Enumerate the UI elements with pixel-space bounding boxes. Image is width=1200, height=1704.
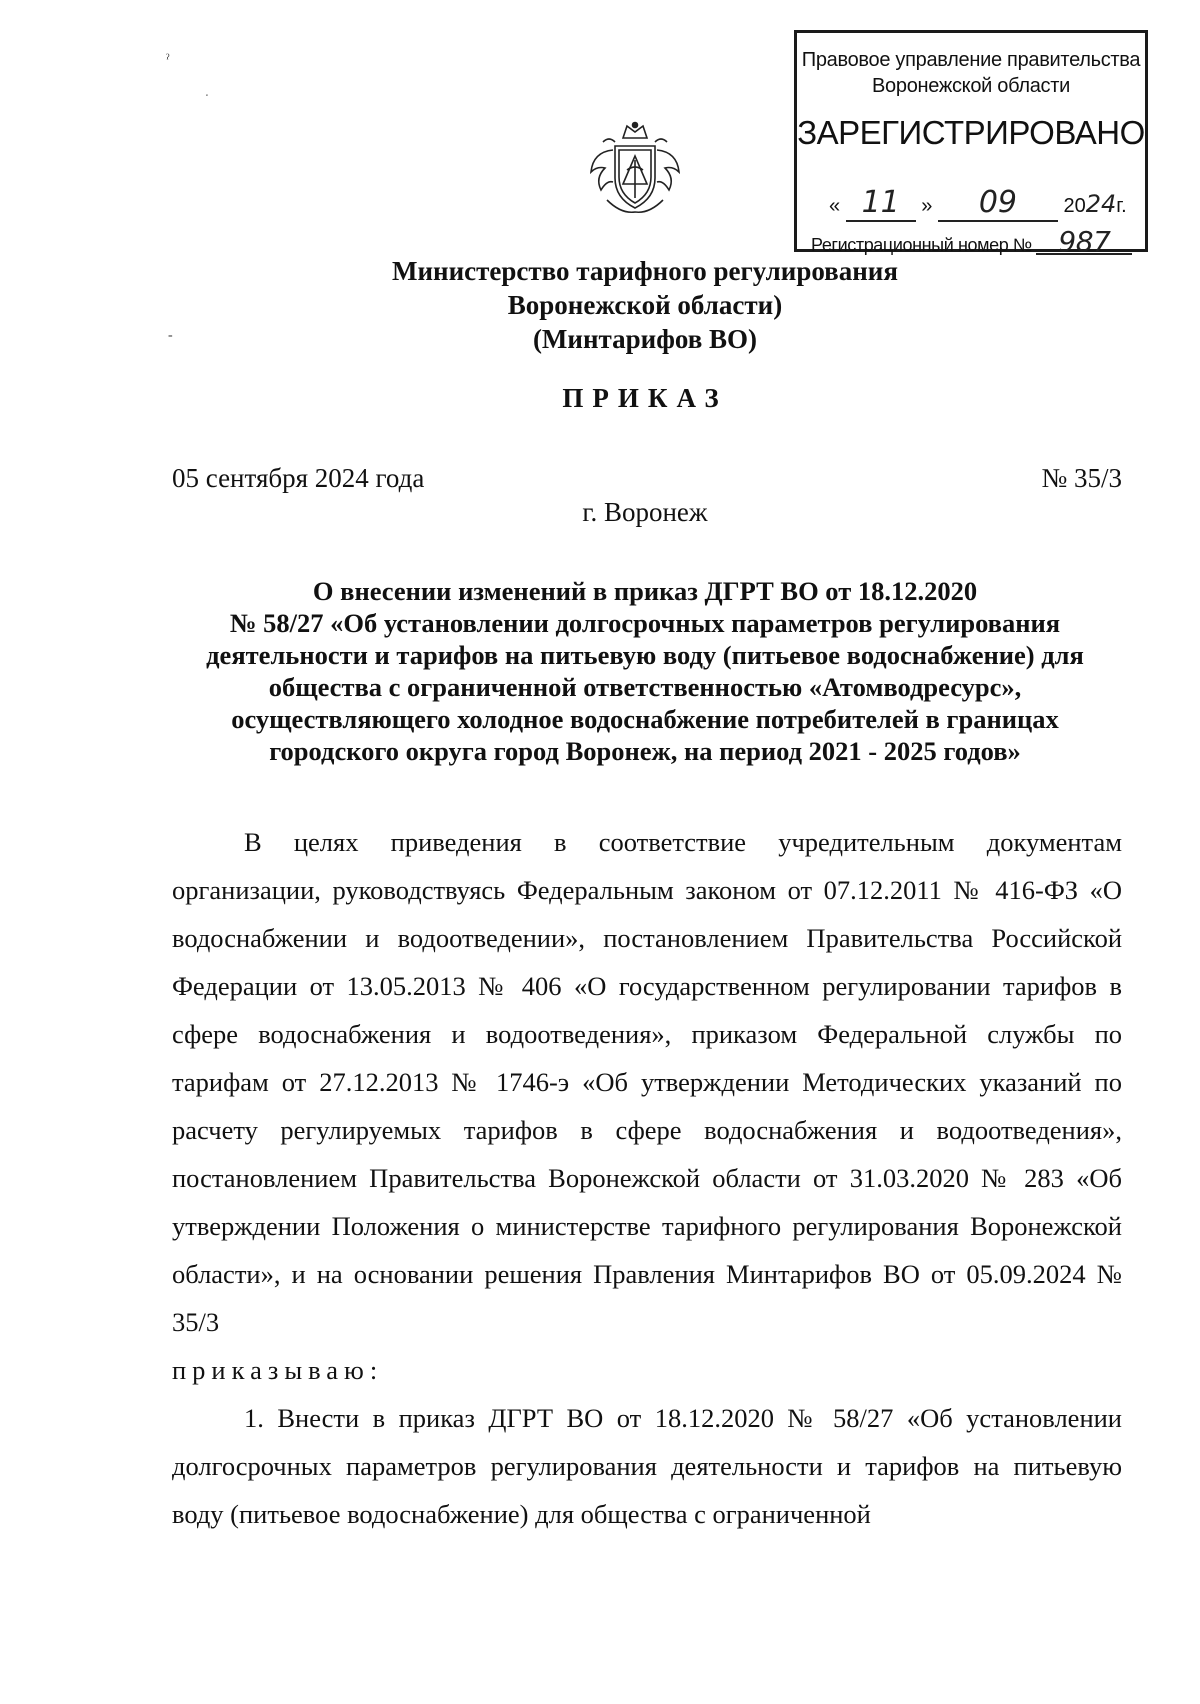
ministry-name-line2: Воронежской области) [507, 290, 783, 320]
stamp-year-unit: г. [1116, 195, 1127, 217]
document-date: 05 сентября 2024 года [172, 463, 425, 493]
stamp-registered-label: ЗАРЕГИСТРИРОВАНО [797, 114, 1145, 151]
item-1-paragraph: 1. Внести в приказ ДГРТ ВО от 18.12.2020 № 58/27 «Об установлении долгосрочных параметров регулирования деятельности и тарифов на питьевую воду (питьевое водоснабжение) для общества с ограниченной [172, 1403, 1122, 1529]
scan-mark: ‐ [168, 328, 173, 343]
ministry-header [0, 254, 1200, 356]
subject-line: городского округа город Воронеж, на период 2021 - 2025 годов» [269, 736, 1021, 766]
stamp-reg-label: Регистрационный номер № [811, 235, 1032, 255]
registration-stamp [794, 30, 1148, 258]
stamp-day: 11 [846, 185, 916, 222]
subject-line: О внесении изменений в приказ ДГРТ ВО от 18.12.2020 [312, 576, 978, 606]
document-type-title: ПРИКАЗ [562, 383, 728, 413]
subject-line: общества с ограниченной ответственностью «Атомводресурс», [268, 672, 1022, 702]
ministry-name-line1: Министерство тарифного регулирования [392, 256, 898, 286]
stamp-authority-line2: Воронежской области [872, 75, 1070, 97]
order-word: приказываю: [172, 1355, 384, 1385]
stamp-authority-line1: Правовое управление правительства [801, 49, 1141, 71]
coat-of-arms-icon [583, 120, 687, 216]
subject-line: осуществляющего холодное водоснабжение потребителей в границах [231, 704, 1059, 734]
stamp-year-suffix: 24 [1085, 190, 1117, 218]
preamble-paragraph: В целях приведения в соответствие учредительным документам организации, руководствуясь Федеральным законом от 07.12.2011 № 416-ФЗ «О водоснабжении и водоотведении», постановлением Правительства Российской Федерации от 13.05.2013 № 406 «О государственном регулировании тарифов в сфере водоснабжения и водоотведения», приказом Федеральной службы по тарифам от 27.12.2013 № 1746-э «Об утверждении Методических указаний по расчету регулируемых тарифов в сфере водоснабжения и водоотведения», постановлением Правительства Воронежской области от 31.03.2020 № 283 «Об утверждении Положения о министерстве тарифного регулирования Воронежской области», и на основании решения Правления Минтарифов ВО от 05.09.2024 № 35/3 [172, 827, 1122, 1337]
scan-mark: ˑ [205, 90, 209, 105]
document-number: № 35/3 [1041, 463, 1122, 493]
stamp-year-prefix: 20 [1063, 195, 1086, 217]
ministry-short-name: (Минтарифов ВО) [532, 324, 758, 354]
subject-line: № 58/27 «Об установлении долгосрочных параметров регулирования [229, 608, 1061, 638]
document-subject [150, 575, 1140, 767]
subject-line: деятельности и тарифов на питьевую воду (питьевое водоснабжение) для [206, 640, 1084, 670]
scan-mark: ˀ [166, 52, 170, 67]
stamp-month: 09 [938, 185, 1058, 222]
stamp-reg-number: 987 [1036, 231, 1132, 255]
stamp-date: « 11 » 09 2024г. [829, 185, 1127, 220]
document-body [172, 818, 1122, 1538]
stamp-reg-number-row [811, 225, 1141, 258]
document-city: г. Воронеж [582, 497, 708, 527]
